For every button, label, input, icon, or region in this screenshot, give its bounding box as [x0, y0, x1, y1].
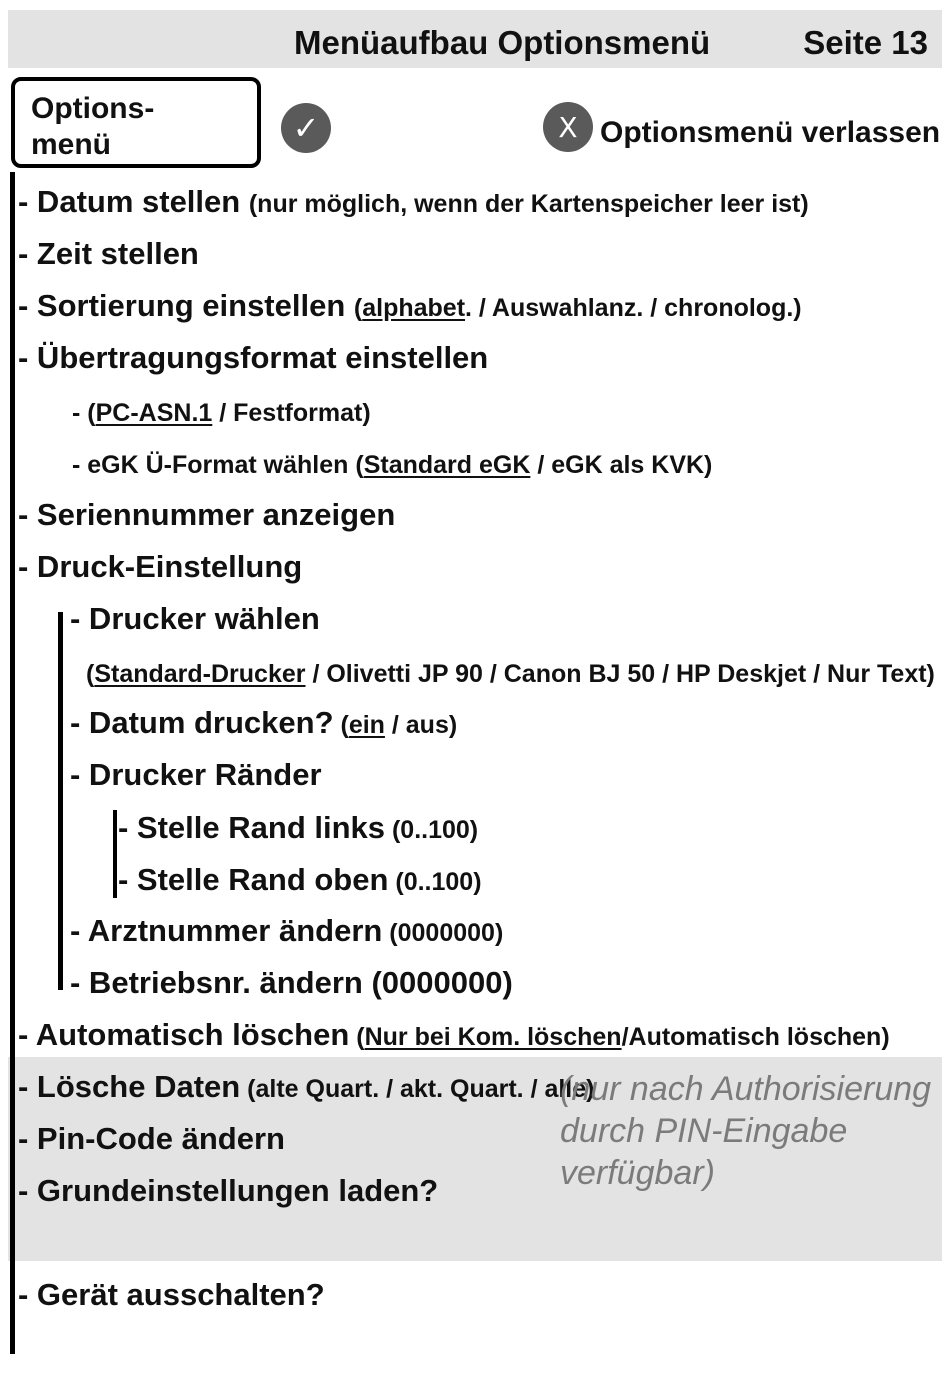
submenu-item-rand-oben: - Stelle Rand oben (0..100) [118, 862, 482, 897]
options-menu-label-line2: menü [31, 128, 112, 161]
page-header [8, 10, 942, 68]
pin-authorization-note: (nur nach Authorisierung durch PIN-Eingabe verfügbar) [560, 1070, 932, 1192]
close-x-icon: X [543, 102, 593, 152]
main-menu-tree-line [10, 172, 15, 1354]
menu-item-uebertragungsformat: - Übertragungsformat einstellen [18, 340, 489, 375]
submenu-item-drucker-waehlen: - Drucker wählen [70, 601, 320, 636]
submenu-item-format: - (PC-ASN.1 / Festformat) [72, 399, 371, 427]
menu-item-grundeinstellungen: - Grundeinstellungen laden? [18, 1173, 439, 1208]
page-title: Menüaufbau Optionsmenü [294, 24, 711, 61]
default-option: Standard eGK [363, 451, 531, 479]
menu-item-loesche-daten: - Lösche Daten (alte Quart. / akt. Quart. / alle) [18, 1069, 595, 1104]
submenu-item-drucker-raender: - Drucker Ränder [70, 757, 322, 792]
submenu-item-egk-format: - eGK Ü-Format wählen (Standard eGK / eGK als KVK) [72, 451, 713, 479]
submenu-item-rand-links: - Stelle Rand links (0..100) [118, 810, 479, 845]
options-menu-box [11, 77, 261, 168]
menu-item-datum: - Datum stellen (nur möglich, wenn der Kartenspeicher leer ist) [18, 184, 809, 219]
submenu-item-datum-drucken: - Datum drucken? (ein / aus) [70, 705, 458, 740]
menu-item-druck-einstellung: - Druck-Einstellung [18, 549, 303, 584]
menu-item-geraet-ausschalten: - Gerät ausschalten? [18, 1277, 325, 1312]
submenu-item-betriebsnr: - Betriebsnr. ändern (0000000) [70, 965, 513, 1000]
page-number: Seite 13 [803, 24, 928, 61]
submenu-item-arztnummer: - Arztnummer ändern (0000000) [70, 913, 504, 948]
menu-item-zeit: - Zeit stellen [18, 236, 199, 271]
printer-options: (Standard-Drucker / Olivetti JP 90 / Canon BJ 50 / HP Deskjet / Nur Text) [86, 660, 935, 688]
print-submenu-tree-line [58, 612, 63, 990]
checkmark-icon: ✓ [281, 103, 331, 153]
menu-item-seriennummer: - Seriennummer anzeigen [18, 497, 396, 532]
default-option: alphabet [362, 294, 466, 322]
default-option: PC-ASN.1 [95, 399, 213, 427]
menu-item-pin-code: - Pin-Code ändern [18, 1121, 285, 1156]
menu-item-automatisch-loeschen: - Automatisch löschen (Nur bei Kom. löschen/Automatisch löschen) [18, 1017, 890, 1052]
default-option: ein [348, 711, 385, 739]
default-option: Nur bei Kom. löschen [364, 1023, 622, 1051]
default-option: Standard-Drucker [94, 660, 306, 688]
exit-options-label: Optionsmenü verlassen [600, 116, 941, 149]
options-menu-label-line1: Options- [31, 92, 155, 125]
options-menu-label [31, 91, 231, 163]
menu-item-sortierung: - Sortierung einstellen (alphabet. / Auswahlanz. / chronolog.) [18, 288, 802, 323]
margin-submenu-tree-line [113, 810, 117, 898]
